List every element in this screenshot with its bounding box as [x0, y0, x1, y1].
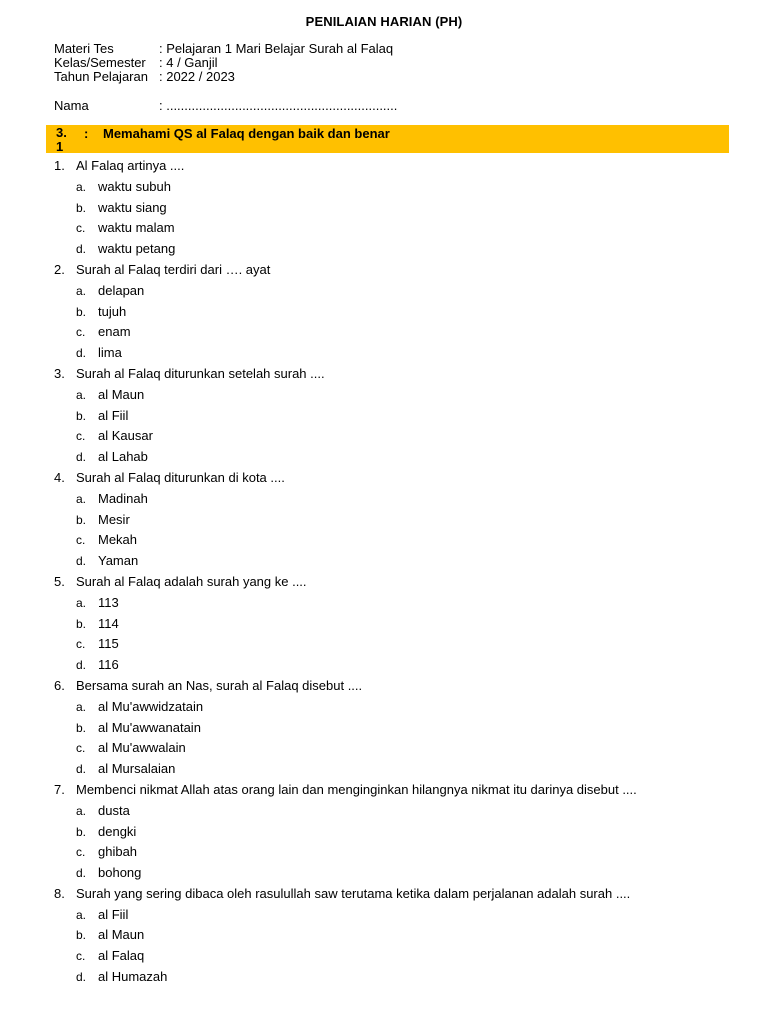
question-item [54, 780, 744, 884]
answer-option [54, 655, 744, 676]
question-text: Bersama surah an Nas, surah al Falaq disebut .... [76, 677, 363, 693]
question-text: Surah al Falaq terdiri dari …. ayat [76, 261, 271, 277]
test-info [54, 42, 393, 84]
answer-option [54, 239, 744, 260]
question-number: 5. [54, 573, 65, 589]
option-text: enam [98, 324, 131, 340]
answer-option [54, 946, 744, 967]
option-text: 116 [98, 657, 119, 673]
option-letter: b. [76, 928, 87, 943]
option-text: al Maun [98, 927, 145, 943]
option-text: waktu siang [98, 199, 167, 215]
answer-option [54, 447, 744, 468]
answer-option [54, 738, 744, 759]
answer-option [54, 551, 744, 572]
option-text: 113 [98, 594, 119, 610]
option-text: dusta [98, 802, 130, 818]
option-text: al Mu'awwidzatain [98, 698, 204, 714]
option-text: al Mu'awwalain [98, 740, 186, 756]
option-letter: a. [76, 387, 87, 402]
answer-option [54, 198, 744, 219]
info-label: Tahun Pelajaran [54, 69, 148, 84]
question-stem [54, 780, 744, 801]
answer-option [54, 385, 744, 406]
answer-option [54, 822, 744, 843]
question-stem [54, 260, 744, 281]
option-letter: d. [76, 346, 87, 361]
option-text: waktu subuh [98, 178, 171, 194]
answer-option [54, 281, 744, 302]
option-text: Mekah [98, 532, 138, 548]
answer-option [54, 343, 744, 364]
option-letter: a. [76, 491, 87, 506]
option-text: Yaman [98, 553, 139, 569]
answer-option [54, 759, 744, 780]
option-text: waktu petang [98, 241, 176, 257]
question-item [54, 468, 744, 572]
info-value: : Pelajaran 1 Mari Belajar Surah al Falaq [159, 41, 394, 56]
option-text: delapan [98, 282, 145, 298]
option-letter: a. [76, 907, 87, 922]
competency-code: 3. 1 [56, 125, 67, 154]
option-text: al Humazah [98, 969, 168, 985]
option-letter: d. [76, 554, 87, 569]
option-letter: a. [76, 283, 87, 298]
question-text: Al Falaq artinya .... [76, 158, 185, 173]
option-text: al Mu'awwanatain [98, 719, 201, 735]
question-text: Surah yang sering dibaca oleh rasulullah saw terutama ketika dalam perjalanan adalah surah .... [76, 885, 631, 901]
question-item [54, 260, 744, 364]
option-letter: c. [76, 325, 86, 340]
option-letter: b. [76, 304, 87, 319]
option-text: al Lahab [98, 449, 148, 465]
option-text: 114 [98, 615, 119, 631]
answer-option [54, 842, 744, 863]
answer-option [54, 634, 744, 655]
competency-text: Memahami QS al Falaq dengan baik dan benar [103, 126, 390, 141]
answer-option [54, 697, 744, 718]
question-number: 4. [54, 469, 65, 485]
option-letter: c. [76, 221, 86, 236]
answer-option [54, 905, 744, 926]
option-letter: d. [76, 658, 87, 673]
option-letter: a. [76, 179, 87, 194]
option-text: waktu malam [98, 220, 175, 236]
question-stem [54, 676, 744, 697]
answer-option [54, 967, 744, 988]
question-item [54, 572, 744, 676]
competency-colon: : [84, 126, 89, 141]
option-letter: c. [76, 845, 86, 860]
question-number: 1. [54, 158, 65, 173]
option-letter: b. [76, 616, 87, 631]
answer-option [54, 406, 744, 427]
answer-option [54, 489, 744, 510]
question-item [54, 364, 744, 468]
option-text: al Kausar [98, 428, 153, 444]
info-value: : 4 / Ganjil [159, 55, 218, 70]
option-letter: a. [76, 699, 87, 714]
question-text: Surah al Falaq diturunkan setelah surah .... [76, 365, 325, 381]
question-list [54, 156, 744, 988]
option-letter: c. [76, 637, 86, 652]
page-title: PENILAIAN HARIAN (PH) [305, 14, 463, 29]
question-number: 6. [54, 677, 65, 693]
option-letter: c. [76, 949, 86, 964]
option-letter: c. [76, 741, 86, 756]
info-row-materi [54, 42, 393, 56]
option-letter: d. [76, 450, 87, 465]
option-letter: d. [76, 866, 87, 881]
question-stem [54, 468, 744, 489]
option-letter: a. [76, 803, 87, 818]
option-text: tujuh [98, 303, 127, 319]
question-item [54, 884, 744, 988]
option-letter: b. [76, 200, 87, 215]
option-letter: b. [76, 408, 87, 423]
info-row-tahun [54, 70, 393, 84]
option-text: bohong [98, 865, 142, 881]
option-letter: d. [76, 242, 87, 257]
option-text: lima [98, 345, 122, 361]
question-stem [54, 156, 744, 177]
answer-option [54, 801, 744, 822]
name-label: Nama [54, 98, 89, 113]
option-letter: d. [76, 762, 87, 777]
question-number: 2. [54, 261, 65, 277]
info-row-kelas [54, 56, 393, 70]
answer-option [54, 302, 744, 323]
question-text: Membenci nikmat Allah atas orang lain dan menginginkan hilangnya nikmat itu darinya disebut .... [76, 781, 637, 797]
question-number: 3. [54, 365, 65, 381]
question-text: Surah al Falaq adalah surah yang ke .... [76, 573, 307, 589]
option-text: al Fiil [98, 407, 129, 423]
answer-option [54, 530, 744, 551]
info-label: Kelas/Semester [54, 55, 146, 70]
answer-option [54, 177, 744, 198]
option-text: al Mursalaian [98, 761, 176, 777]
answer-option [54, 863, 744, 884]
option-text: al Maun [98, 386, 145, 402]
option-letter: b. [76, 512, 87, 527]
option-text: 115 [98, 636, 119, 652]
name-field [54, 98, 397, 113]
option-text: dengki [98, 823, 137, 839]
option-text: Mesir [98, 511, 130, 527]
question-text: Surah al Falaq diturunkan di kota .... [76, 469, 285, 485]
question-number: 7. [54, 781, 65, 797]
answer-option [54, 426, 744, 447]
option-letter: a. [76, 595, 87, 610]
question-stem [54, 364, 744, 385]
option-letter: c. [76, 533, 86, 548]
option-text: ghibah [98, 844, 138, 860]
option-text: Madinah [98, 490, 148, 506]
answer-option [54, 322, 744, 343]
question-stem [54, 884, 744, 905]
option-text: al Falaq [98, 948, 145, 964]
competency-banner [46, 125, 729, 153]
option-text: al Fiil [98, 906, 129, 922]
answer-option [54, 925, 744, 946]
question-stem [54, 572, 744, 593]
name-blank: : ................................................................ [159, 98, 398, 113]
answer-option [54, 614, 744, 635]
info-value: : 2022 / 2023 [159, 69, 235, 84]
option-letter: d. [76, 970, 87, 985]
info-label: Materi Tes [54, 41, 114, 56]
answer-option [54, 718, 744, 739]
option-letter: c. [76, 429, 86, 444]
answer-option [54, 218, 744, 239]
option-letter: b. [76, 824, 87, 839]
question-item [54, 676, 744, 780]
question-item [54, 156, 744, 260]
answer-option [54, 593, 744, 614]
option-letter: b. [76, 720, 87, 735]
answer-option [54, 510, 744, 531]
question-number: 8. [54, 885, 65, 901]
